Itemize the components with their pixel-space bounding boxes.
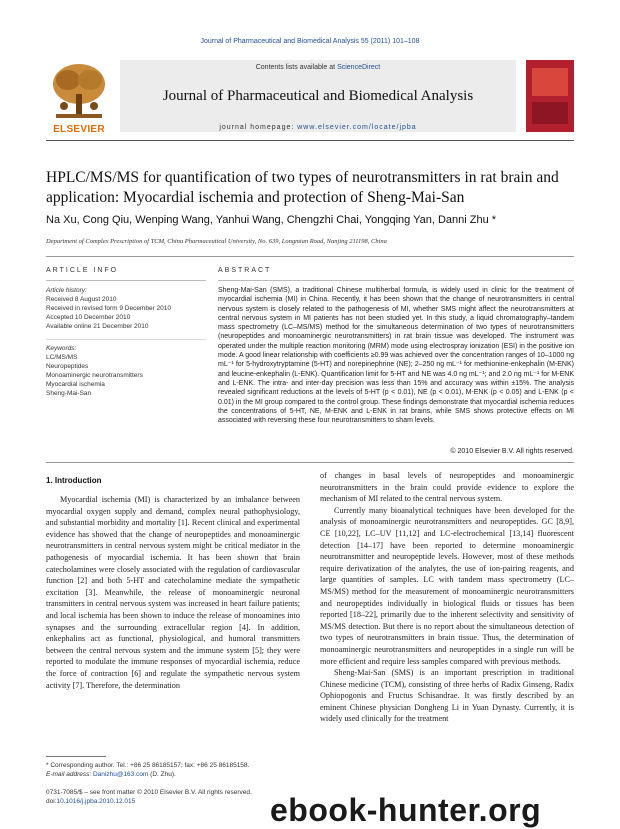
keyword-item: Monoaminergic neurotransmitters <box>46 372 143 379</box>
homepage-link[interactable]: www.elsevier.com/locate/jpba <box>297 124 417 131</box>
history-item: Received in revised form 9 December 2010 <box>46 305 172 312</box>
article-history <box>46 286 206 331</box>
watermark: ebook-hunter.org <box>270 792 542 828</box>
cover-panel <box>532 68 568 96</box>
keyword-item: Myocardial ischemia <box>46 381 105 388</box>
keyword-item: Sheng-Mai-San <box>46 390 92 397</box>
history-label: Article history: <box>46 287 87 294</box>
abstract-copyright: © 2010 Elsevier B.V. All rights reserved. <box>450 448 574 455</box>
footnote-contact: * Corresponding author. Tel.: +86 25 86185157; fax: +86 25 86185158. <box>46 762 250 769</box>
keyword-item: LC/MS/MS <box>46 354 78 361</box>
article-info-divider <box>46 280 206 281</box>
body-paragraph: Sheng-Mai-San (SMS) is an important prescription in traditional Chinese medicine (TCM), consisting of three herbs of Radix Ginseng, Radix Ophiopogonis and Fructus Schisandrae. It was firstly described by an eminent Chinese physician Dongheng Li in Yuan Dynasty. Currently, it is widely used clinically for the treatment <box>320 668 574 724</box>
abstract-divider <box>218 280 574 281</box>
keyword-item: Neuropeptides <box>46 363 89 370</box>
doi-link[interactable]: 10.1016/j.jpba.2010.12.015 <box>56 797 136 805</box>
sciencedirect-link[interactable]: ScienceDirect <box>337 64 381 71</box>
issn-line: 0731-7085/$ – see front matter © 2010 Elsevier B.V. All rights reserved. <box>46 789 252 796</box>
footnote-divider <box>46 756 106 757</box>
keywords-divider <box>46 339 206 340</box>
abstract-bottom-divider <box>46 462 574 463</box>
article-title: HPLC/MS/MS for quantification of two types of neurotransmitters in rat brain and application: Myocardial ischemia and protection of Sheng-Mai-San <box>46 169 559 206</box>
doi-label: doi: <box>46 797 57 805</box>
abstract-heading: ABSTRACT <box>218 267 272 274</box>
author-list: Na Xu, Cong Qiu, Wenping Wang, Yanhui Wang, Chengzhi Chai, Yongqing Yan, Danni Zhu * <box>46 214 497 226</box>
body-paragraph: Myocardial ischemia (MI) is characterized by an imbalance between myocardial oxygen supply and demand, complex neural pathophysiology, and substantial morbidity and mortality [1]. Recent clinical and experimental evidence has showed that the change of neuropeptides and monoaminergic neurotransmitters in central nervous system might be critical mediator in the pathogenesis of myocardial ischemia. It has been shown that brain catecholamines were closely associated with the regulation of cardiovascular function [2] and both 5-HT and catecholamine mediate the sympathetic excitation [3]. Meanwhile, the release of monoaminergic neuronal transmitters in central nervous system was increased in heart failure patients; and local ischemia has been shown to induce the release of monoamines into synapses and the surrounding extracellular region [4]. In addition, enkephalins act as functional, physiological, and humoral transmitters between the central nervous system and the immune system [5]; they were reported to modulate the immune responses of myocardial ischemia, reduce the force of contraction [6] and regulate the sympathetic nervous system activity [7]. Therefore, the determination <box>46 495 300 690</box>
history-item: Available online 21 December 2010 <box>46 323 149 330</box>
journal-cover-thumbnail <box>526 60 574 132</box>
email-link[interactable]: Danizhu@163.com <box>92 770 149 778</box>
body-paragraph: of changes in basal levels of neuropeptides and monoaminergic neurotransmitters in the brain could provide evidence to explore the mechanism of MI related to the central nervous system. <box>320 471 574 504</box>
elsevier-tree-icon <box>46 60 112 122</box>
cover-panel <box>532 102 568 124</box>
homepage-prefix: journal homepage: <box>219 124 298 131</box>
body-paragraph: Currently many bioanalytical techniques have been developed for the analysis of monoaminergic neurotransmitters and neuropeptides. GC [8,9], CE [10,22], LC–UV [11,12] and LC-electrochemical [13,14] fluorescent detection [14–17] have been reported to determine monoaminergic neurotransmitter and neuropeptide levels. However, most of these methods require derivatization of the analytes, the use of ion-pairing reagents, and large quantities of samples. LC with tandem mass spectrometry (LC–MS/MS) method for the measurement of monoaminergic neurotransmitters and neuropeptides individually in biological fluids or tissues has been reported [18–22], primarily due to the inherent selectivity and sensitivity of MS/MS detection. But there is no report about the simultaneous detection of two types of neurotransmitters in brain tissue. Thus, the determination of monoaminergic neurotransmitters and neuropeptides in a single run will be more efficient and require less samples compared with previous methods. <box>320 505 574 666</box>
email-suffix: (D. Zhu). <box>148 770 176 778</box>
contents-prefix: Contents lists available at <box>255 64 338 71</box>
history-item: Accepted 10 December 2010 <box>46 314 131 321</box>
journal-title: Journal of Pharmaceutical and Biomedical Analysis <box>162 88 474 104</box>
section-heading-introduction: 1. Introduction <box>46 476 102 485</box>
issn-block <box>46 789 300 806</box>
body-column-left <box>46 494 300 691</box>
email-label: E-mail address: <box>46 770 93 778</box>
affiliation: Department of Complex Prescription of TCM, China Pharmaceutical University, No. 639, Longmian Road, Nanjing 211198, China <box>46 238 387 245</box>
header-divider <box>46 140 574 141</box>
journal-homepage <box>120 124 516 131</box>
doi-line <box>46 798 300 807</box>
abstract-text: Sheng-Mai-San (SMS), a traditional Chinese multiherbal formula, is widely used in clinic for the treatment of myocardial ischemia (MI) in China. Recently, it has been shown that the change of neurotransmitters in central nervous system is closely related to the pathogenesis of MI, whether SMS might affect the neurotransmitters at central nervous system in MI patients has not been studied yet. In this study, a liquid chromatography–tandem mass spectrometry (LC–MS/MS) method for the simultaneous determination of two types of neurotransmitters (neuropeptides and monoaminergic neurotransmitters) in rat brain tissue was developed. The instrument was operated under the multiple reaction monitoring (MRM) mode using electrospray ionization (ESI) in the positive ion mode. A good linear relationship with coefficients ≥0.99 was achieved over the concentration ranges of 10–1000 ng mL⁻¹ for 5-hydroxytryptamine (5-HT) and norepinephrine (NE); 2–250 ng mL⁻¹ for methionine-enkephalin (M-ENK) and leucine-enkephalin (L-ENK). Quantification limit for 5-HT and NE was 4.0 ng mL⁻¹; and 2.0 ng mL⁻¹ for M-ENK and L-ENK. The intra- and inter-day precision was less than 15% and accuracy was within ±15%. The analysis revealed significant reductions at the levels of 5-HT (p < 0.01), NE (p < 0.01), M-ENK (p < 0.05) and L-ENK (p < 0.01) in the MI group compared to the control group. These findings demonstrate that myocardial ischemia reduces the concentrations of 5-HT, NE, M-ENK and L-ENK in rat brains, while SMS shows protective effects on MI associated with reversing these four neurotransmitters to sham levels. <box>218 287 574 425</box>
contents-line <box>120 64 516 71</box>
history-item: Received 8 August 2010 <box>46 296 117 303</box>
body-column-right <box>320 470 574 725</box>
title-divider <box>46 256 574 257</box>
footnote-email-line <box>46 771 300 780</box>
elsevier-tree-logo <box>46 60 112 132</box>
journal-reference[interactable]: Journal of Pharmaceutical and Biomedical Analysis 55 (2011) 101–108 <box>200 38 420 45</box>
publisher-logo-text: ELSEVIER <box>53 124 105 135</box>
keywords-label: Keywords: <box>46 345 77 352</box>
keywords <box>46 344 206 398</box>
article-info-heading: ARTICLE INFO <box>46 267 119 274</box>
corresponding-author-footnote <box>46 762 300 779</box>
